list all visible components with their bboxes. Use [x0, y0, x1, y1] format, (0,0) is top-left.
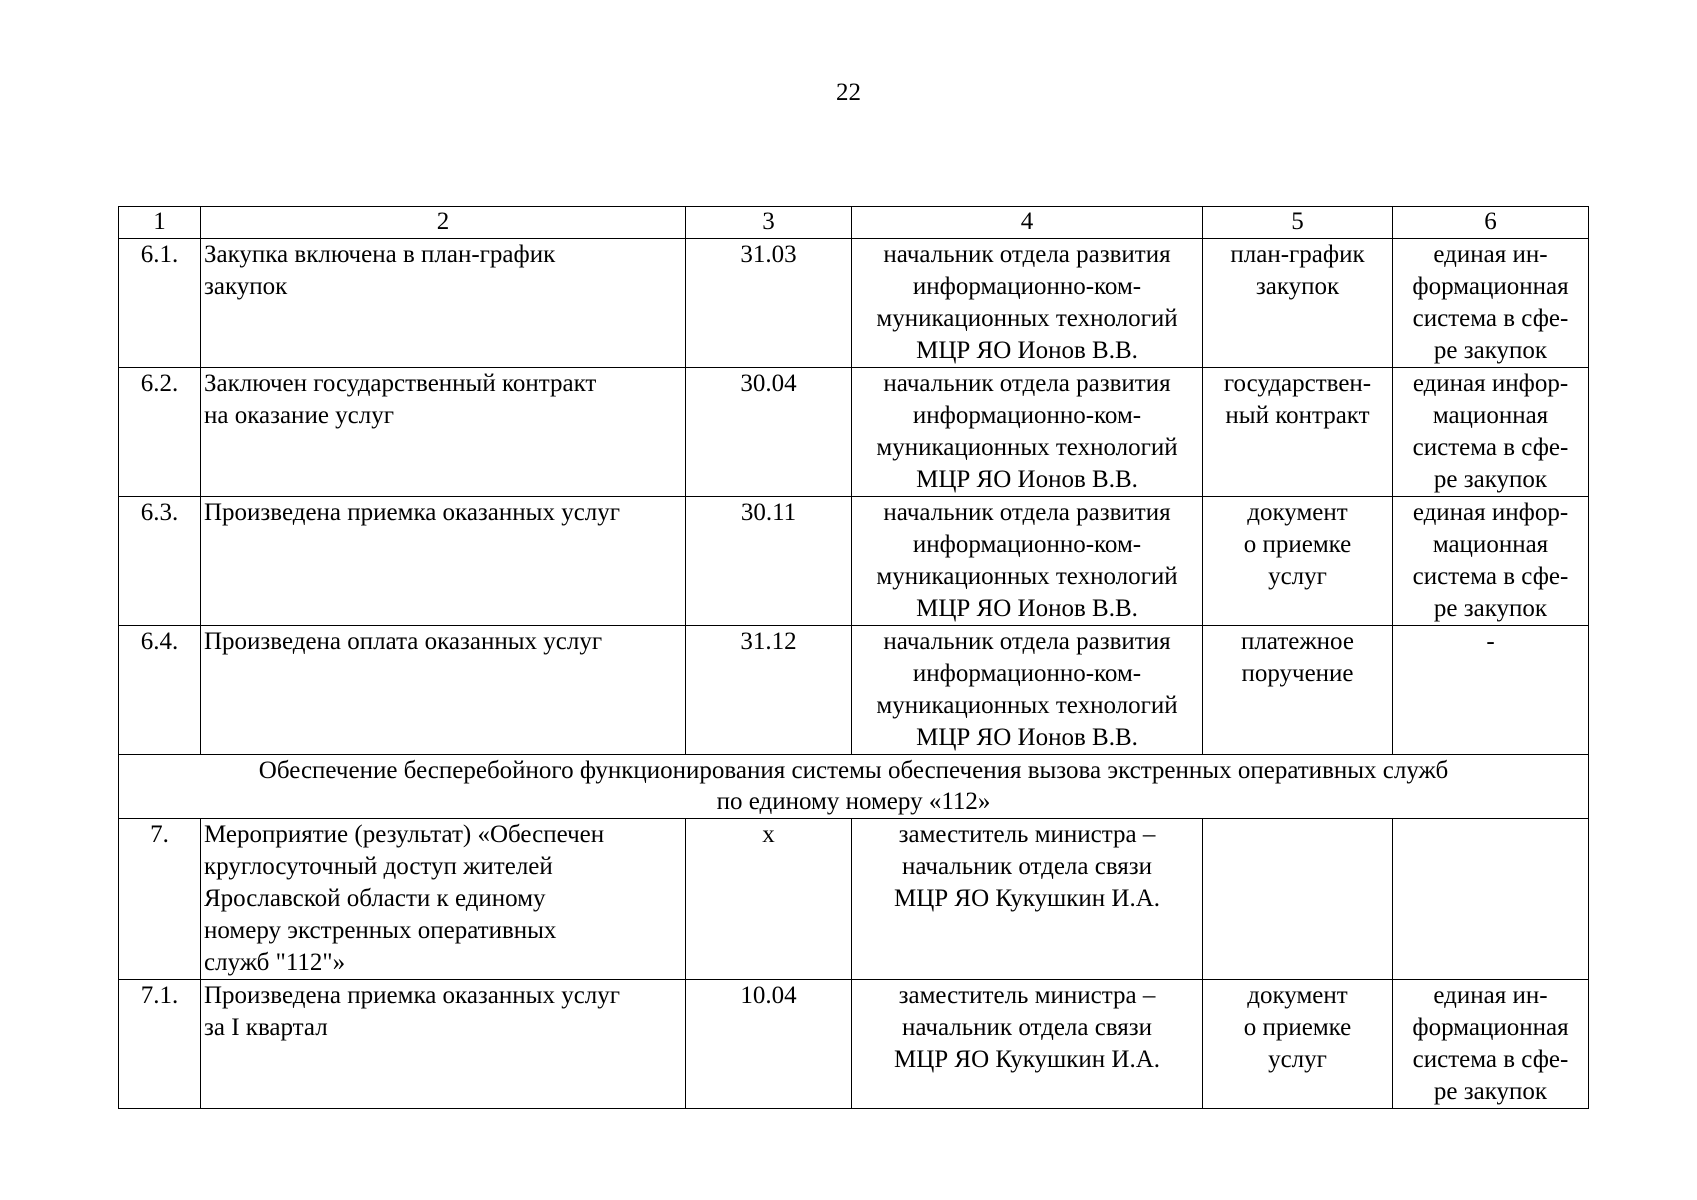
column-number-1: 1 — [119, 207, 201, 239]
text-line: муникационных технологий — [876, 305, 1178, 332]
confirming-document — [1203, 980, 1393, 1109]
event-name — [201, 980, 686, 1109]
section-title — [119, 755, 1589, 819]
text-line: документ — [1247, 499, 1348, 526]
text-line: система в сфе- — [1412, 563, 1569, 590]
text-line: Закупка включена в план-график — [204, 241, 556, 268]
text-line: муникационных технологий — [876, 434, 1178, 461]
table-row — [119, 497, 1589, 626]
text-line: муникационных технологий — [876, 692, 1178, 719]
text-line: - — [1486, 628, 1495, 655]
information-system — [1393, 368, 1589, 497]
text-line: платежное — [1241, 628, 1354, 655]
text-line: информационно-ком- — [912, 273, 1142, 300]
text-line: служб "112"» — [204, 949, 346, 976]
event-name — [201, 368, 686, 497]
text-line: Произведена приемка оказанных услуг — [204, 499, 621, 526]
information-system — [1393, 626, 1589, 755]
text-line: начальник отдела развития — [883, 628, 1171, 655]
table-row — [119, 980, 1589, 1109]
text-line: единая ин- — [1433, 241, 1548, 268]
text-line: заместитель министра – — [898, 982, 1156, 1009]
text-line: документ — [1247, 982, 1348, 1009]
row-number: 6.4. — [119, 626, 201, 755]
plan-table — [118, 206, 1589, 1109]
column-number-6: 6 — [1393, 207, 1589, 239]
text-line: ре закупок — [1433, 595, 1548, 622]
text-line: номеру экстренных оперативных — [204, 917, 557, 944]
text-line: ре закупок — [1433, 466, 1548, 493]
text-line: МЦР ЯО Кукушкин И.А. — [893, 885, 1160, 912]
table-row — [119, 239, 1589, 368]
responsible-person — [852, 239, 1203, 368]
text-line: мационная — [1432, 402, 1549, 429]
table-row — [119, 626, 1589, 755]
column-number-2: 2 — [201, 207, 686, 239]
text-line: ре закупок — [1433, 1078, 1548, 1105]
table-header-row — [119, 207, 1589, 239]
row-number: 6.1. — [119, 239, 201, 368]
information-system — [1393, 980, 1589, 1109]
column-number-4: 4 — [852, 207, 1203, 239]
text-line: услуг — [1268, 1046, 1327, 1073]
text-line: Произведена приемка оказанных услуг — [204, 982, 621, 1009]
confirming-document — [1203, 497, 1393, 626]
text-line: план-график — [1230, 241, 1365, 268]
text-line: ре закупок — [1433, 337, 1548, 364]
text-line: единая инфор- — [1412, 499, 1569, 526]
text-line: круглосуточный доступ жителей — [204, 853, 553, 880]
text-line: начальник отдела связи — [901, 853, 1153, 880]
text-line: МЦР ЯО Кукушкин И.А. — [893, 1046, 1160, 1073]
text-line: закупок — [1255, 273, 1340, 300]
text-line: муникационных технологий — [876, 563, 1178, 590]
text-line: начальник отдела связи — [901, 1014, 1153, 1041]
text-line: Ярославской области к единому — [204, 885, 546, 912]
text-line: о приемке — [1243, 531, 1352, 558]
text-line: формационная — [1412, 1014, 1569, 1041]
text-line: Мероприятие (результат) «Обеспечен — [204, 821, 605, 848]
confirming-document — [1203, 239, 1393, 368]
text-line: МЦР ЯО Ионов В.В. — [916, 595, 1138, 622]
text-line: начальник отдела развития — [883, 499, 1171, 526]
text-line: Обеспечение бесперебойного функционирования системы обеспечения вызова экстренных оперативных служб — [258, 757, 1449, 784]
text-line: информационно-ком- — [912, 402, 1142, 429]
section-title-row — [119, 755, 1589, 819]
confirming-document — [1203, 626, 1393, 755]
deadline-date: 31.03 — [686, 239, 852, 368]
text-line: заместитель министра – — [898, 821, 1156, 848]
responsible-person — [852, 497, 1203, 626]
text-line: информационно-ком- — [912, 531, 1142, 558]
event-name — [201, 626, 686, 755]
information-system — [1393, 819, 1589, 980]
deadline-date: 30.11 — [686, 497, 852, 626]
event-name — [201, 819, 686, 980]
text-line: система в сфе- — [1412, 1046, 1569, 1073]
text-line: услуг — [1268, 563, 1327, 590]
deadline-date: 31.12 — [686, 626, 852, 755]
confirming-document — [1203, 368, 1393, 497]
row-number: 7. — [119, 819, 201, 980]
event-name — [201, 497, 686, 626]
table-row — [119, 819, 1589, 980]
column-number-5: 5 — [1203, 207, 1393, 239]
text-line: на оказание услуг — [204, 402, 394, 429]
text-line: МЦР ЯО Ионов В.В. — [916, 337, 1138, 364]
text-line: о приемке — [1243, 1014, 1352, 1041]
information-system — [1393, 497, 1589, 626]
information-system — [1393, 239, 1589, 368]
text-line: единая ин- — [1433, 982, 1548, 1009]
event-name — [201, 239, 686, 368]
deadline-date: 30.04 — [686, 368, 852, 497]
responsible-person — [852, 980, 1203, 1109]
table-row — [119, 368, 1589, 497]
text-line: информационно-ком- — [912, 660, 1142, 687]
text-line: начальник отдела развития — [883, 370, 1171, 397]
text-line: МЦР ЯО Ионов В.В. — [916, 466, 1138, 493]
row-number: 6.3. — [119, 497, 201, 626]
deadline-date: x — [686, 819, 852, 980]
text-line: начальник отдела развития — [883, 241, 1171, 268]
text-line: за I квартал — [204, 1014, 328, 1041]
text-line: закупок — [204, 273, 288, 300]
responsible-person — [852, 626, 1203, 755]
responsible-person — [852, 368, 1203, 497]
text-line: система в сфе- — [1412, 305, 1569, 332]
text-line: единая инфор- — [1412, 370, 1569, 397]
text-line: система в сфе- — [1412, 434, 1569, 461]
confirming-document — [1203, 819, 1393, 980]
text-line: Произведена оплата оказанных услуг — [204, 628, 603, 655]
text-line: мационная — [1432, 531, 1549, 558]
column-number-3: 3 — [686, 207, 852, 239]
text-line: по единому номеру «112» — [716, 788, 991, 815]
deadline-date: 10.04 — [686, 980, 852, 1109]
text-line: Заключен государственный контракт — [204, 370, 597, 397]
row-number: 7.1. — [119, 980, 201, 1109]
page-number: 22 — [836, 79, 861, 106]
text-line: поручение — [1241, 660, 1354, 687]
responsible-person — [852, 819, 1203, 980]
text-line: МЦР ЯО Ионов В.В. — [916, 724, 1138, 751]
row-number: 6.2. — [119, 368, 201, 497]
text-line: формационная — [1412, 273, 1569, 300]
text-line: государствен- — [1223, 370, 1372, 397]
text-line: ный контракт — [1225, 402, 1370, 429]
